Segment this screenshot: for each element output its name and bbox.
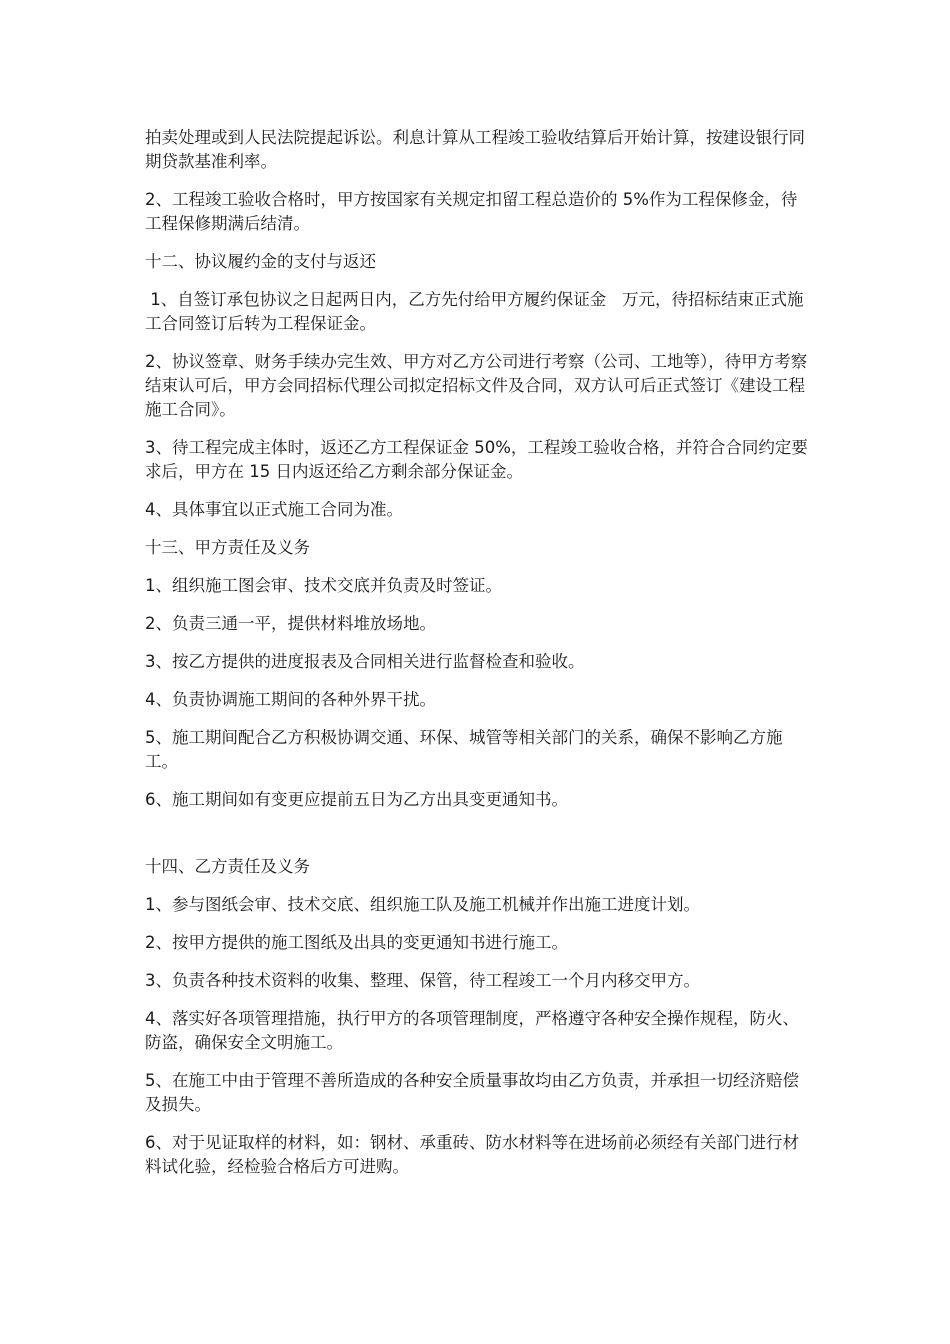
paragraph: 1、组织施工图会审、技术交底并负责及时签证。 bbox=[145, 576, 502, 595]
paragraph: 1、自签订承包协议之日起两日内，乙方先付给甲方履约保证金 万元，待招标结束正式施工合同签订后转为工程保证金。 bbox=[145, 290, 804, 333]
paragraph: 3、待工程完成主体时，返还乙方工程保证金 50%，工程竣工验收合格，并符合合同约定要求后，甲方在 15 日内返还给乙方剩余部分保证金。 bbox=[145, 438, 808, 481]
blank-line bbox=[145, 826, 813, 855]
paragraph: 3、按乙方提供的进度报表及合同相关进行监督检查和验收。 bbox=[145, 652, 585, 671]
paragraph: 6、对于见证取样的材料，如：钢材、承重砖、防水材料等在进场前必须经有关部门进行材料试化验，经检验合格后方可进购。 bbox=[145, 1133, 799, 1176]
paragraph: 3、负责各种技术资料的收集、整理、保管，待工程竣工一个月内移交甲方。 bbox=[145, 971, 700, 990]
section-heading-13: 十三、甲方责任及义务 bbox=[145, 538, 310, 557]
document-body bbox=[145, 126, 813, 1193]
paragraph: 4、具体事宜以正式施工合同为准。 bbox=[145, 500, 403, 519]
paragraph: 4、落实好各项管理措施，执行甲方的各项管理制度，严格遵守各种安全操作规程，防火、防盗，确保安全文明施工。 bbox=[145, 1009, 799, 1052]
paragraph: 5、施工期间配合乙方积极协调交通、环保、城管等相关部门的关系，确保不影响乙方施工。 bbox=[145, 728, 783, 771]
paragraph: 2、负责三通一平，提供材料堆放场地。 bbox=[145, 614, 436, 633]
section-heading-12: 十二、协议履约金的支付与返还 bbox=[145, 252, 376, 271]
section-heading-14: 十四、乙方责任及义务 bbox=[145, 857, 310, 876]
paragraph: 4、负责协调施工期间的各种外界干扰。 bbox=[145, 690, 436, 709]
paragraph: 2、协议签章、财务手续办完生效、甲方对乙方公司进行考察（公司、工地等），待甲方考察结束认可后，甲方会同招标代理公司拟定招标文件及合同，双方认可后正式签订《建设工程施工合同》。 bbox=[145, 352, 808, 419]
paragraph: 1、参与图纸会审、技术交底、组织施工队及施工机械并作出施工进度计划。 bbox=[145, 895, 700, 914]
paragraph: 2、工程竣工验收合格时，甲方按国家有关规定扣留工程总造价的 5%作为工程保修金，待工程保修期满后结清。 bbox=[145, 190, 798, 233]
paragraph: 6、施工期间如有变更应提前五日为乙方出具变更通知书。 bbox=[145, 790, 568, 809]
paragraph: 5、在施工中由于管理不善所造成的各种安全质量事故均由乙方负责，并承担一切经济赔偿及损失。 bbox=[145, 1071, 799, 1114]
paragraph: 2、按甲方提供的施工图纸及出具的变更通知书进行施工。 bbox=[145, 933, 568, 952]
paragraph: 拍卖处理或到人民法院提起诉讼。利息计算从工程竣工验收结算后开始计算，按建设银行同期贷款基准利率。 bbox=[145, 128, 805, 171]
